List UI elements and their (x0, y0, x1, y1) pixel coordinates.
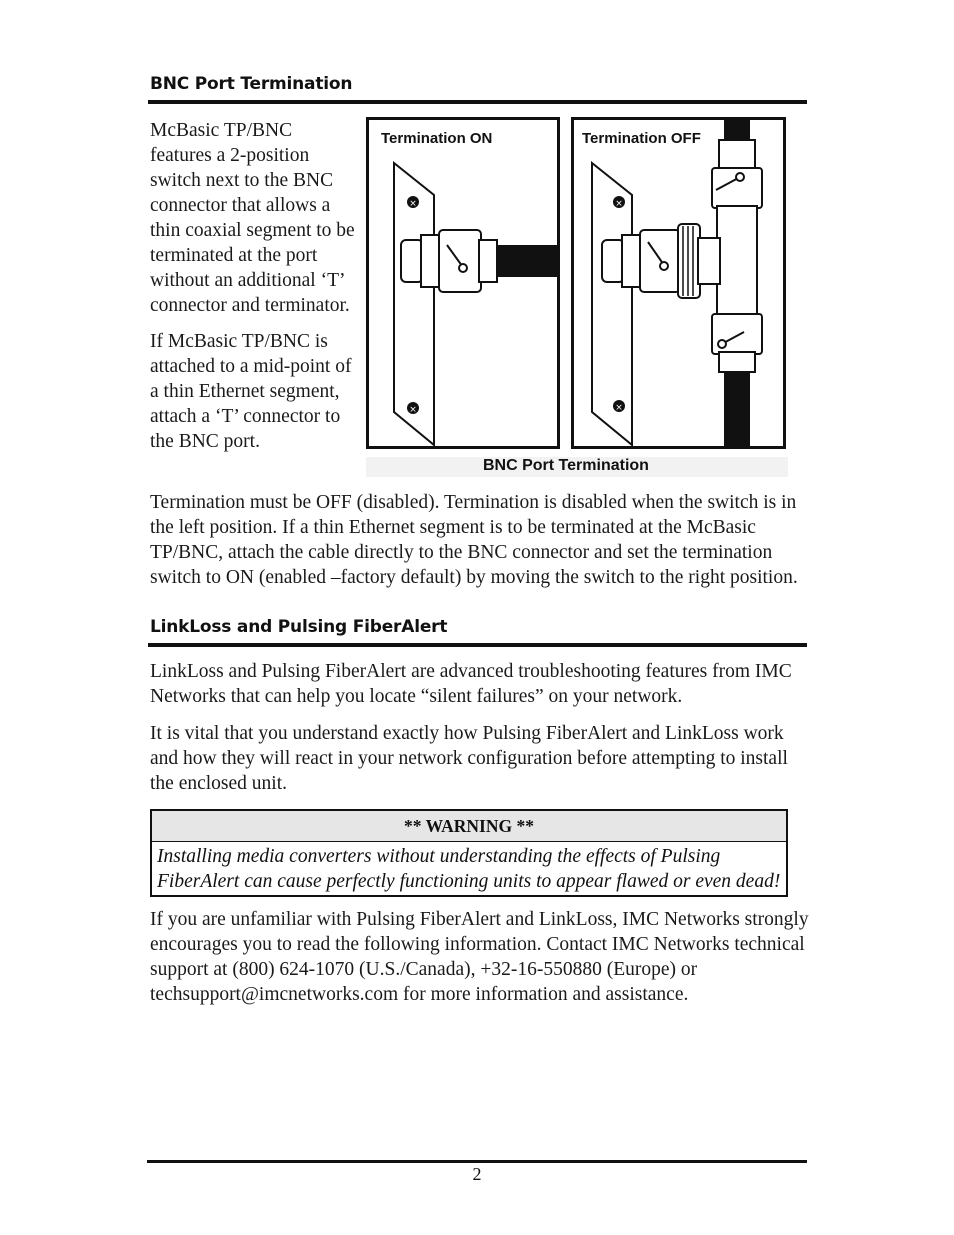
heading-rule (148, 100, 807, 104)
termination-off-label: Termination OFF (582, 130, 701, 147)
svg-text:×: × (615, 403, 623, 413)
svg-text:×: × (615, 199, 623, 209)
section-heading-bnc: BNC Port Termination (150, 74, 353, 94)
bnc-t-connector-illustration (574, 120, 783, 446)
heading-rule (148, 643, 807, 647)
termination-off-paragraph: Termination must be OFF (disabled). Termination is disabled when the switch is in the left position. If a thin Ethernet segment is to be terminated at the McBasic TP/BNC, attach the cable directly to the BNC connector and set the termination switch to ON (enabled –factory default) by moving the switch to the right position. (150, 492, 798, 588)
warning-text: Installing media converters without understanding the effects of Pulsing FiberAlert can cause perfectly functioning units to appear flawed or even dead! (157, 846, 781, 892)
termination-on-panel (366, 117, 560, 449)
termination-on-label: Termination ON (381, 130, 493, 147)
figure-caption-band (366, 457, 788, 477)
linkloss-contact-paragraph: If you are unfamiliar with Pulsing FiberAlert and LinkLoss, IMC Networks strongly encourages you to read the following information. Contact IMC Networks technical support at (800) 624-1070 (U.S./Canada), +32-16-550880 (Europe) or techsupport@imcnetworks.com for more information and assistance. (150, 909, 809, 1005)
termination-off-panel (571, 117, 786, 449)
figure-caption: BNC Port Termination (483, 457, 649, 474)
warning-box (150, 809, 788, 897)
section-heading-linkloss: LinkLoss and Pulsing FiberAlert (150, 617, 448, 637)
linkloss-intro-paragraph: LinkLoss and Pulsing FiberAlert are advanced troubleshooting features from IMC Networks that can help you locate “silent failures” on your network. (150, 661, 792, 707)
linkloss-vital-paragraph: It is vital that you understand exactly how Pulsing FiberAlert and LinkLoss work and how they will react in your network configuration before attempting to install the enclosed unit. (150, 723, 788, 794)
svg-text:×: × (409, 199, 417, 209)
bnc-termination-figure (366, 117, 788, 477)
warning-title: ** WARNING ** (152, 811, 786, 842)
bnc-intro-paragraph: McBasic TP/BNC features a 2-position switch next to the BNC connector that allows a thin coaxial segment to be terminated at the port without an additional ‘T’ connector and terminator. (150, 120, 355, 316)
footer-rule (147, 1160, 807, 1163)
bnc-connector-illustration (369, 120, 557, 446)
svg-text:×: × (409, 405, 417, 415)
bnc-midpoint-paragraph: If McBasic TP/BNC is attached to a mid-point of a thin Ethernet segment, attach a ‘T’ connector to the BNC port. (150, 331, 352, 452)
page-number: 2 (472, 1164, 482, 1184)
